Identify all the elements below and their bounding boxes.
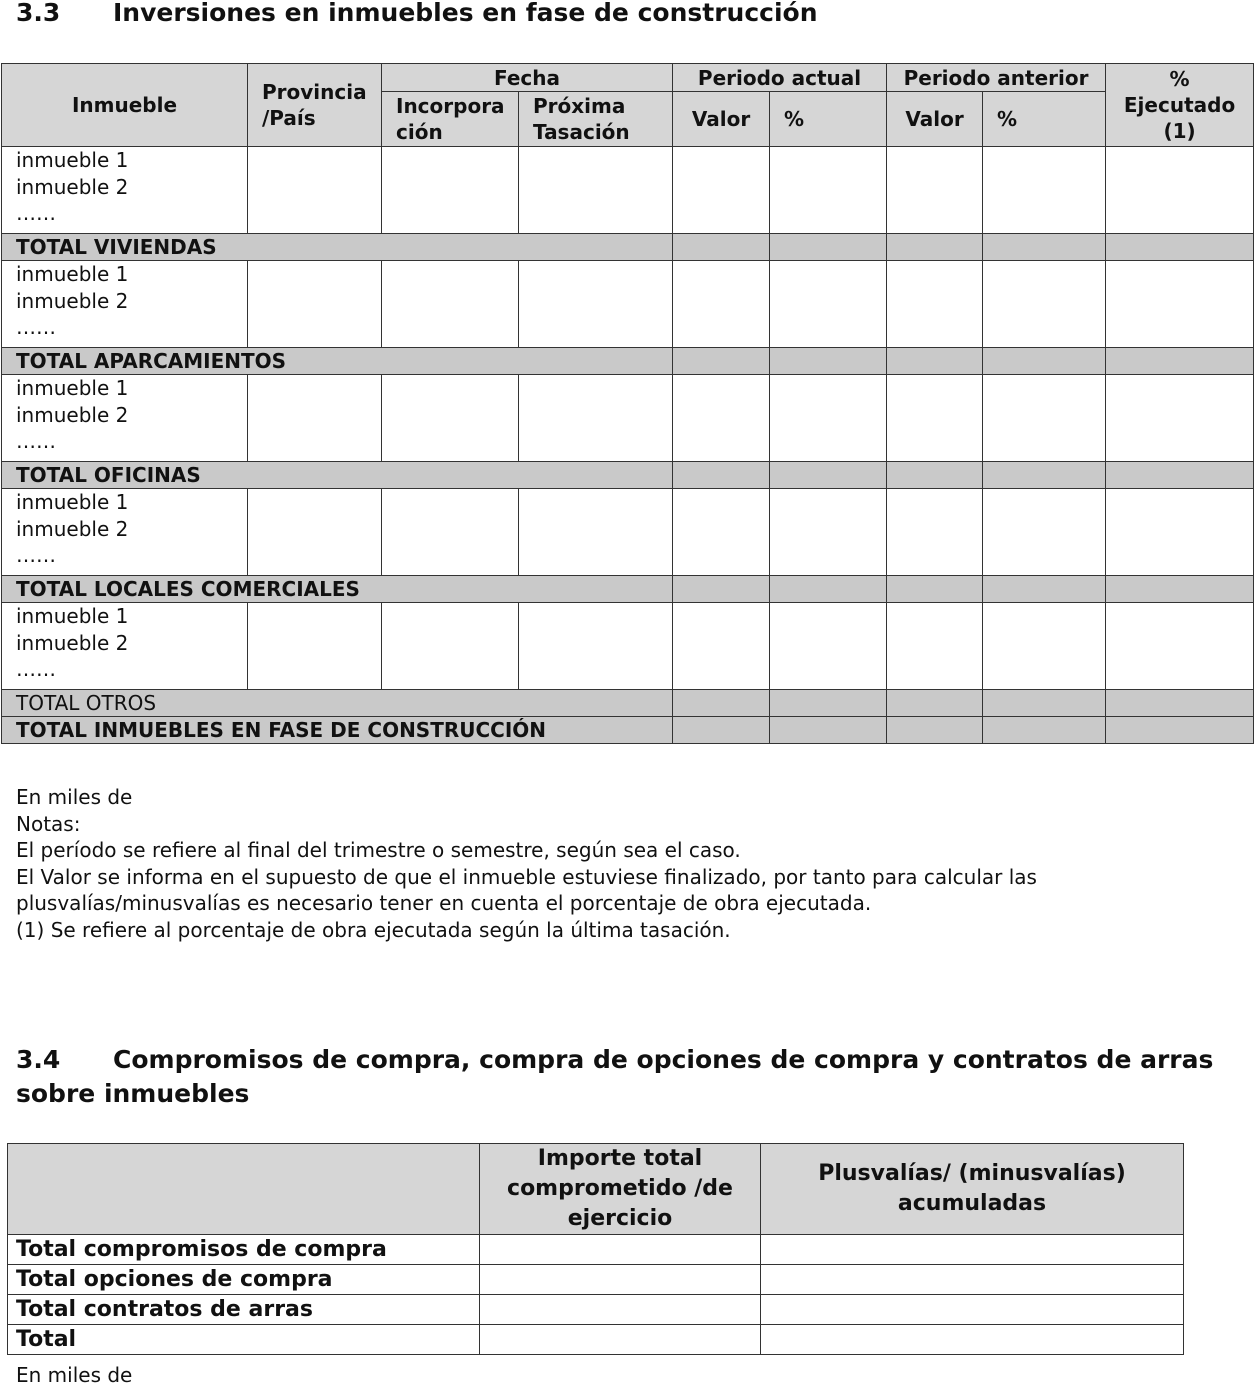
total-row: [2, 234, 1254, 261]
total-row: [2, 690, 1254, 717]
item-list: inmueble 1 inmueble 2 ……: [2, 603, 248, 690]
item-list: inmueble 1 inmueble 2 ……: [2, 489, 248, 576]
header-proxima-tasacion: Próxima Tasación: [519, 92, 673, 147]
note-2a: El Valor se informa en el supuesto de que el inmueble estuviese finalizado, por tanto para calcular las: [16, 864, 1037, 889]
purchase-commitments-table: [7, 1143, 1184, 1355]
header-valor-actual: Valor: [673, 92, 770, 147]
row-total-label: Total: [8, 1325, 480, 1355]
section-3-3-heading: [16, 0, 818, 27]
item-list: inmueble 1 inmueble 2 ……: [2, 261, 248, 348]
construction-investments-table: [1, 63, 1254, 744]
section-title: Inversiones en inmuebles en fase de construcción: [113, 0, 818, 27]
section-title-line1: Compromisos de compra, compra de opciones de compra y contratos de arras: [113, 1045, 1214, 1074]
section-number: 3.4: [16, 1045, 61, 1074]
header-pct-anterior: %: [983, 92, 1106, 147]
notes-heading: Notas:: [16, 811, 81, 836]
header-fecha: Fecha: [382, 64, 673, 92]
header-inmueble: Inmueble: [2, 64, 248, 147]
note-2b: plusvalías/minusvalías es necesario tener en cuenta el porcentaje de obra ejecutada.: [16, 891, 872, 915]
table-row: [8, 1325, 1184, 1355]
notes-block: [16, 784, 1037, 943]
total-oficinas-label: TOTAL OFICINAS: [2, 462, 673, 489]
total-construccion-label: TOTAL INMUEBLES EN FASE DE CONSTRUCCIÓN: [2, 717, 673, 744]
group-otros: [2, 603, 1254, 690]
row-opciones-label: Total opciones de compra: [8, 1265, 480, 1295]
header-ejecutado: % Ejecutado (1): [1106, 64, 1254, 147]
header-empty: [8, 1144, 480, 1235]
section-number: 3.3: [16, 0, 61, 27]
total-locales-label: TOTAL LOCALES COMERCIALES: [2, 576, 673, 603]
header-pct-actual: %: [770, 92, 887, 147]
table-row: [8, 1265, 1184, 1295]
header-incorporacion: Incorpora ción: [382, 92, 519, 147]
total-viviendas-label: TOTAL VIVIENDAS: [2, 234, 673, 261]
group-oficinas: [2, 375, 1254, 462]
header-valor-anterior: Valor: [887, 92, 983, 147]
header-plusvalias: Plusvalías/ (minusvalías) acumuladas: [761, 1144, 1184, 1235]
group-viviendas: [2, 147, 1254, 234]
table-row: [8, 1235, 1184, 1265]
section-title-line2: sobre inmuebles: [16, 1079, 250, 1108]
header-importe: Importe total comprometido /de ejercicio: [480, 1144, 761, 1235]
group-aparcamientos: [2, 261, 1254, 348]
note-1: El período se refiere al final del trimestre o semestre, según sea el caso.: [16, 838, 741, 862]
section-3-4-heading: [16, 1043, 1213, 1111]
group-locales: [2, 489, 1254, 576]
units-footer: En miles de: [16, 1363, 133, 1387]
item-list: inmueble 1 inmueble 2 ……: [2, 375, 248, 462]
grand-total-row: [2, 717, 1254, 744]
table-row: [8, 1295, 1184, 1325]
total-aparcamientos-label: TOTAL APARCAMIENTOS: [2, 348, 673, 375]
total-otros-label: TOTAL OTROS: [2, 690, 673, 717]
item-list: inmueble 1 inmueble 2 ……: [2, 147, 248, 234]
note-3: (1) Se refiere al porcentaje de obra ejecutada según la última tasación.: [16, 917, 731, 942]
header-periodo-actual: Periodo actual: [673, 64, 887, 92]
header-provincia: Provincia /País: [248, 64, 382, 147]
total-row: [2, 576, 1254, 603]
total-row: [2, 462, 1254, 489]
row-arras-label: Total contratos de arras: [8, 1295, 480, 1325]
total-row: [2, 348, 1254, 375]
header-periodo-anterior: Periodo anterior: [887, 64, 1106, 92]
units-note: En miles de: [16, 785, 133, 809]
row-compromisos-label: Total compromisos de compra: [8, 1235, 480, 1265]
